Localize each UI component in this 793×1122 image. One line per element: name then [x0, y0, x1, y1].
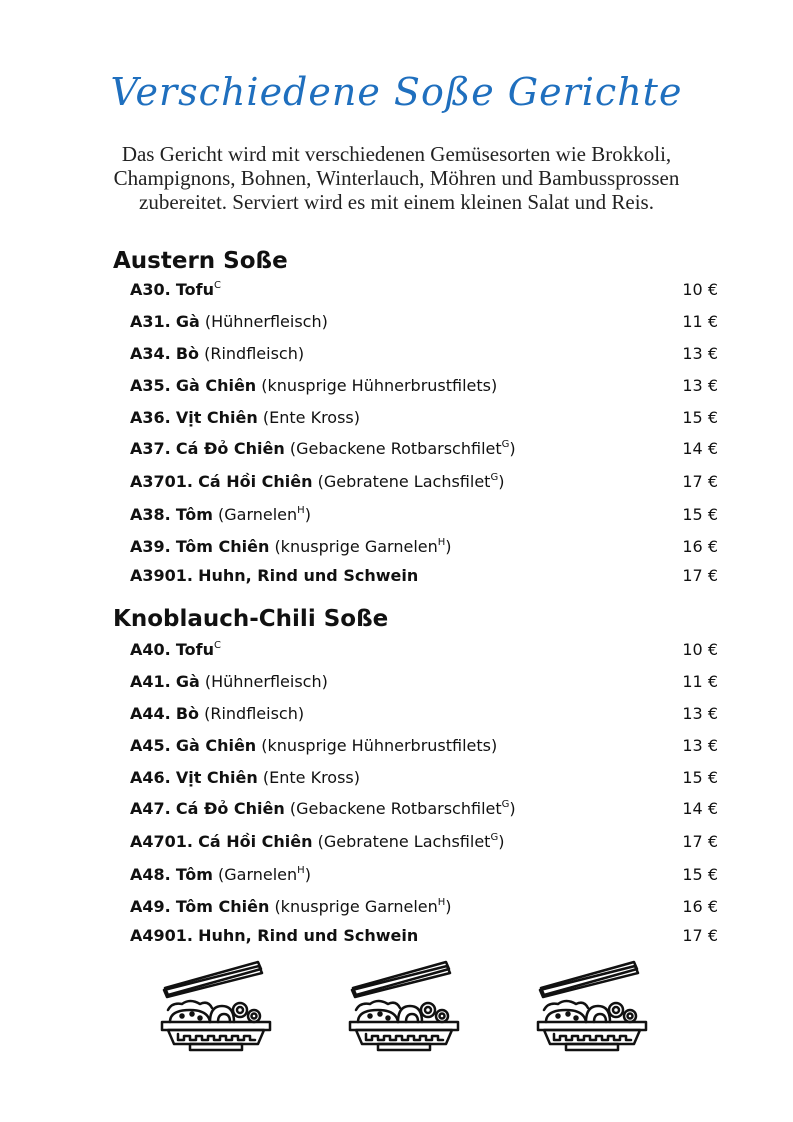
item-description: (Rindfleisch): [204, 704, 305, 723]
item-price: 15 €: [682, 768, 718, 787]
item-price: 17 €: [682, 472, 718, 491]
item-name: Cá Đỏ Chiên: [175, 799, 285, 818]
item-description: (Gebratene Lachsfilet: [317, 472, 491, 491]
menu-item: [130, 470, 718, 494]
item-name: Bò: [175, 704, 200, 723]
item-code: A36.: [130, 408, 171, 427]
item-description-end: ): [498, 832, 505, 851]
item-allergen: H: [297, 865, 305, 876]
item-description: (knusprige Hühnerbrustfilets): [261, 736, 498, 755]
item-description-end: ): [445, 537, 452, 556]
item-description-end: ): [304, 865, 311, 884]
item-description: (Garnelen: [218, 505, 298, 524]
item-allergen: H: [297, 505, 305, 516]
item-name: Tôm: [175, 505, 213, 524]
item-code: A31.: [130, 312, 171, 331]
item-description: (Ente Kross): [262, 768, 360, 787]
item-name: Cá Đỏ Chiên: [175, 439, 285, 458]
item-description: (Gebackene Rotbarschfilet: [289, 799, 502, 818]
menu-item: [130, 734, 718, 758]
item-description: (Hühnerfleisch): [204, 312, 328, 331]
menu-item: [130, 342, 718, 366]
item-name: Gà Chiên: [175, 736, 257, 755]
item-name: Tofu: [175, 280, 214, 299]
item-name: Tôm Chiên: [175, 537, 270, 556]
item-description: (Garnelen: [218, 865, 298, 884]
item-code: A47.: [130, 799, 171, 818]
item-price: 17 €: [682, 832, 718, 851]
menu-item: [130, 310, 718, 334]
noodle-bowl-chopsticks-icon: [348, 960, 463, 1055]
item-allergen: H: [437, 897, 446, 908]
item-price: 11 €: [682, 312, 718, 331]
item-name: Huhn, Rind und Schwein: [198, 926, 419, 945]
item-price: 13 €: [682, 736, 718, 755]
page-title: Verschiedene Soße Gerichte: [110, 70, 683, 114]
item-description-end: ): [509, 799, 516, 818]
item-name-allergen: C: [213, 280, 221, 291]
item-description: (Rindfleisch): [204, 344, 305, 363]
menu-item: [130, 797, 718, 821]
item-name: Gà Chiên: [175, 376, 257, 395]
item-allergen: H: [437, 537, 446, 548]
item-code: A38.: [130, 505, 171, 524]
item-price: 15 €: [682, 865, 718, 884]
item-price: 10 €: [682, 640, 718, 659]
item-code: A45.: [130, 736, 171, 755]
menu-item: [130, 503, 718, 527]
item-description: (knusprige Garnelen: [274, 897, 438, 916]
item-code: A48.: [130, 865, 171, 884]
item-description-end: ): [509, 439, 516, 458]
item-allergen: G: [501, 799, 510, 810]
item-code: A39.: [130, 537, 171, 556]
item-code: A34.: [130, 344, 171, 363]
item-name: Tofu: [175, 640, 214, 659]
item-name-allergen: C: [213, 640, 221, 651]
item-description: (knusprige Garnelen: [274, 537, 438, 556]
menu-item: [130, 670, 718, 694]
item-name: Tôm: [175, 865, 213, 884]
item-code: A40.: [130, 640, 171, 659]
item-description: (Gebackene Rotbarschfilet: [289, 439, 502, 458]
menu-item: [130, 278, 718, 302]
item-description-end: ): [498, 472, 505, 491]
menu-item: [130, 830, 718, 854]
item-description-end: ): [445, 897, 452, 916]
item-price: 17 €: [682, 926, 718, 945]
item-code: A46.: [130, 768, 171, 787]
item-price: 13 €: [682, 376, 718, 395]
item-code: A4701.: [130, 832, 193, 851]
item-price: 13 €: [682, 344, 718, 363]
item-allergen: G: [490, 472, 499, 483]
item-name: Vịt Chiên: [175, 768, 258, 787]
item-description: (Hühnerfleisch): [204, 672, 328, 691]
item-allergen: G: [490, 832, 499, 843]
item-code: A35.: [130, 376, 171, 395]
section-title-knoblauch-chili: Knoblauch-Chili Soße: [113, 606, 389, 632]
item-price: 17 €: [682, 566, 718, 585]
item-price: 16 €: [682, 897, 718, 916]
item-price: 15 €: [682, 505, 718, 524]
intro-text: Das Gericht wird mit verschiedenen Gemüsesorten wie Brokkoli, Champignons, Bohnen, Winterlauch, Möhren und Bambussprossen zubereitet. Serviert wird es mit einem kleinen Salat und Reis.: [113, 142, 680, 214]
item-code: A44.: [130, 704, 171, 723]
item-description: (Ente Kross): [262, 408, 360, 427]
noodle-bowl-chopsticks-icon: [536, 960, 651, 1055]
item-name: Cá Hồi Chiên: [198, 472, 313, 491]
item-name: Tôm Chiên: [175, 897, 270, 916]
item-price: 15 €: [682, 408, 718, 427]
item-allergen: G: [501, 439, 510, 450]
item-price: 14 €: [682, 799, 718, 818]
menu-item: [130, 895, 718, 919]
item-code: A49.: [130, 897, 171, 916]
noodle-bowl-chopsticks-icon: [160, 960, 275, 1055]
item-price: 14 €: [682, 439, 718, 458]
item-description-end: ): [304, 505, 311, 524]
item-name: Huhn, Rind und Schwein: [198, 566, 419, 585]
item-code: A37.: [130, 439, 171, 458]
section-title-austern: Austern Soße: [113, 248, 288, 274]
menu-item: [130, 535, 718, 559]
item-price: 11 €: [682, 672, 718, 691]
item-name: Vịt Chiên: [175, 408, 258, 427]
item-price: 16 €: [682, 537, 718, 556]
item-name: Bò: [175, 344, 200, 363]
menu-item: [130, 406, 718, 430]
item-name: Cá Hồi Chiên: [198, 832, 313, 851]
menu-item: [130, 638, 718, 662]
item-price: 10 €: [682, 280, 718, 299]
item-code: A3701.: [130, 472, 193, 491]
menu-item: [130, 702, 718, 726]
menu-item: [130, 437, 718, 461]
item-name: Gà: [175, 312, 200, 331]
item-code: A30.: [130, 280, 171, 299]
item-code: A41.: [130, 672, 171, 691]
menu-item: [130, 863, 718, 887]
item-code: A4901.: [130, 926, 193, 945]
item-code: A3901.: [130, 566, 193, 585]
menu-item: [130, 766, 718, 790]
menu-item: [130, 374, 718, 398]
menu-item: [130, 564, 718, 588]
menu-item: [130, 924, 718, 948]
item-name: Gà: [175, 672, 200, 691]
item-price: 13 €: [682, 704, 718, 723]
item-description: (Gebratene Lachsfilet: [317, 832, 491, 851]
item-description: (knusprige Hühnerbrustfilets): [261, 376, 498, 395]
